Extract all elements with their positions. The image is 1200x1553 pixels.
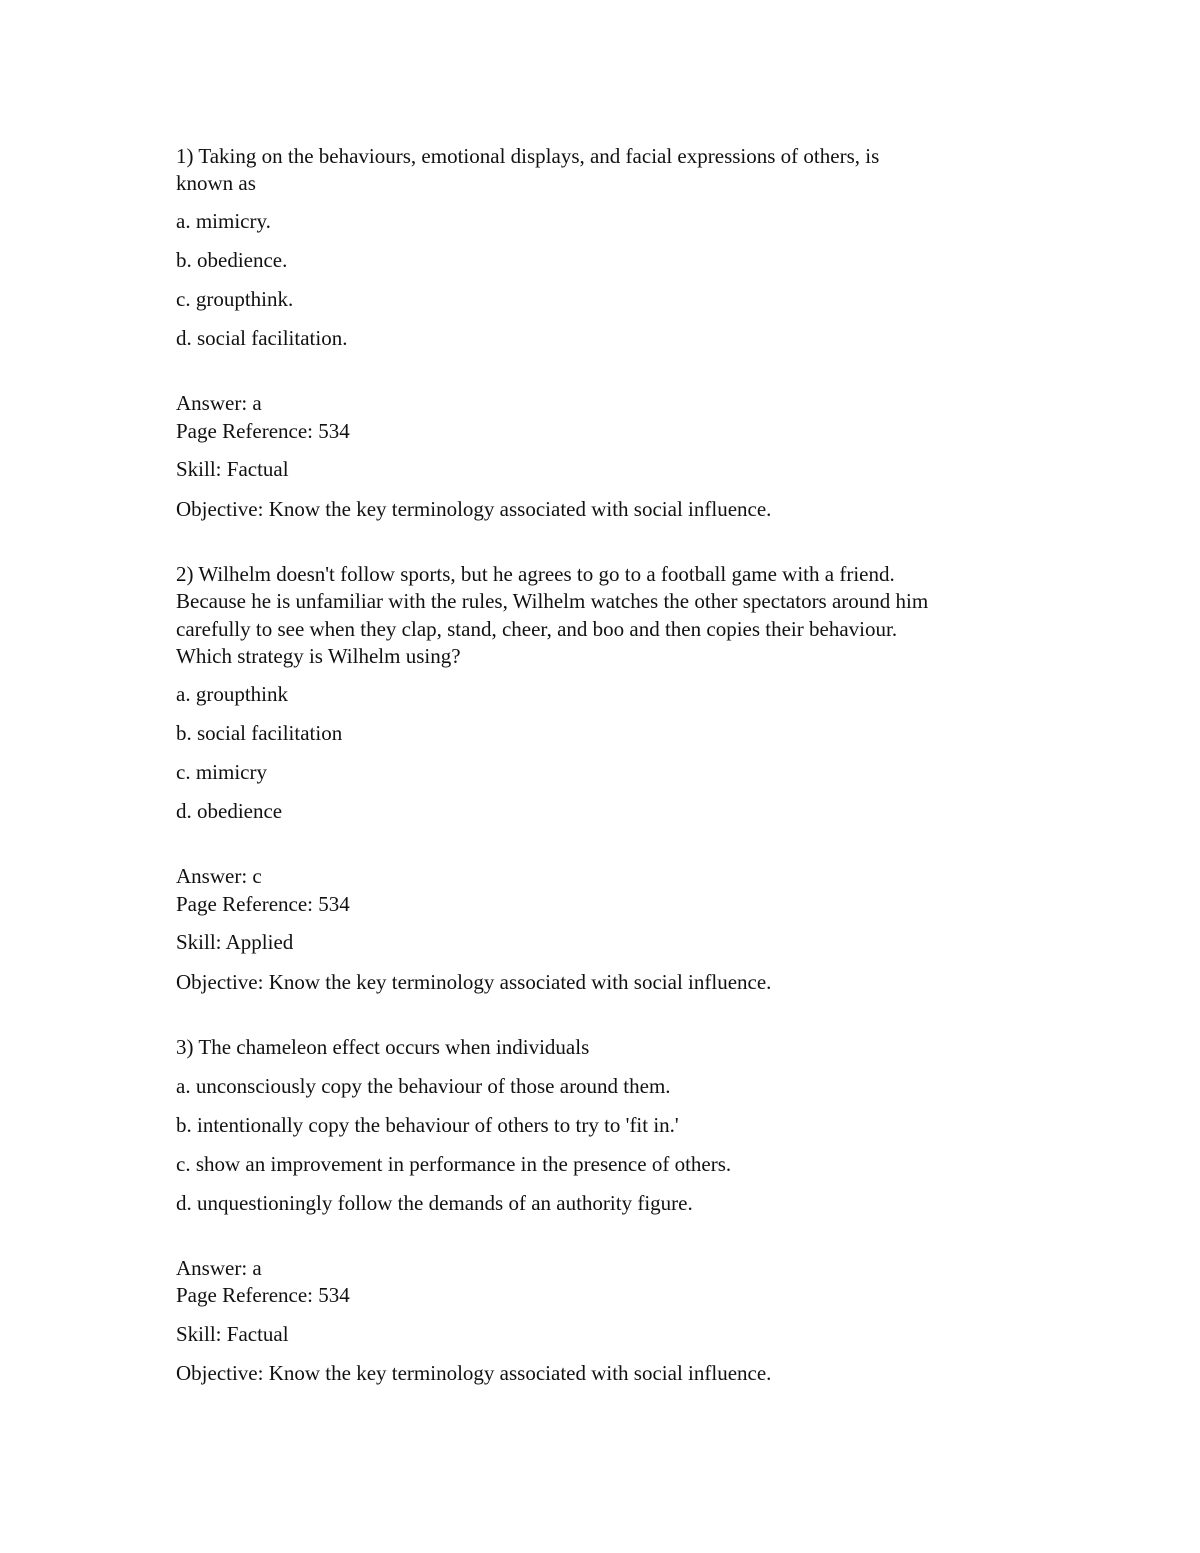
answer-option: b. social facilitation xyxy=(176,721,343,745)
answer-option: d. unquestioningly follow the demands of an authority figure. xyxy=(176,1191,693,1215)
answer-key: Answer: a xyxy=(176,1256,262,1280)
skill-label: Skill: Factual xyxy=(176,457,289,481)
answer-option: a. unconsciously copy the behaviour of those around them. xyxy=(176,1074,671,1098)
page-reference: Page Reference: 534 xyxy=(176,419,350,443)
question-stem-line: carefully to see when they clap, stand, cheer, and boo and then copies their behaviour. xyxy=(176,617,898,641)
answer-key: Answer: a xyxy=(176,391,262,415)
answer-option: d. social facilitation. xyxy=(176,326,348,350)
answer-option: a. groupthink xyxy=(176,682,288,706)
question-stem-line: 3) The chameleon effect occurs when individuals xyxy=(176,1035,590,1059)
question-stem-line: Which strategy is Wilhelm using? xyxy=(176,644,461,668)
answer-option: a. mimicry. xyxy=(176,209,271,233)
answer-option: d. obedience xyxy=(176,799,283,823)
page-reference: Page Reference: 534 xyxy=(176,1283,350,1307)
objective-label: Objective: Know the key terminology associated with social influence. xyxy=(176,1361,772,1385)
objective-label: Objective: Know the key terminology associated with social influence. xyxy=(176,970,772,994)
answer-option: c. groupthink. xyxy=(176,287,294,311)
objective-label: Objective: Know the key terminology associated with social influence. xyxy=(176,497,772,521)
skill-label: Skill: Factual xyxy=(176,1322,289,1346)
answer-key: Answer: c xyxy=(176,864,262,888)
question-stem-line: Because he is unfamiliar with the rules, Wilhelm watches the other spectators around him xyxy=(176,589,929,613)
question-stem-line: 2) Wilhelm doesn't follow sports, but he agrees to go to a football game with a friend. xyxy=(176,562,895,586)
page-reference: Page Reference: 534 xyxy=(176,892,350,916)
answer-option: c. mimicry xyxy=(176,760,267,784)
question-stem-line: 1) Taking on the behaviours, emotional displays, and facial expressions of others, is xyxy=(176,144,880,168)
answer-option: b. obedience. xyxy=(176,248,288,272)
skill-label: Skill: Applied xyxy=(176,930,294,954)
answer-option: c. show an improvement in performance in the presence of others. xyxy=(176,1152,732,1176)
question-stem-line: known as xyxy=(176,171,256,195)
answer-option: b. intentionally copy the behaviour of others to try to 'fit in.' xyxy=(176,1113,679,1137)
